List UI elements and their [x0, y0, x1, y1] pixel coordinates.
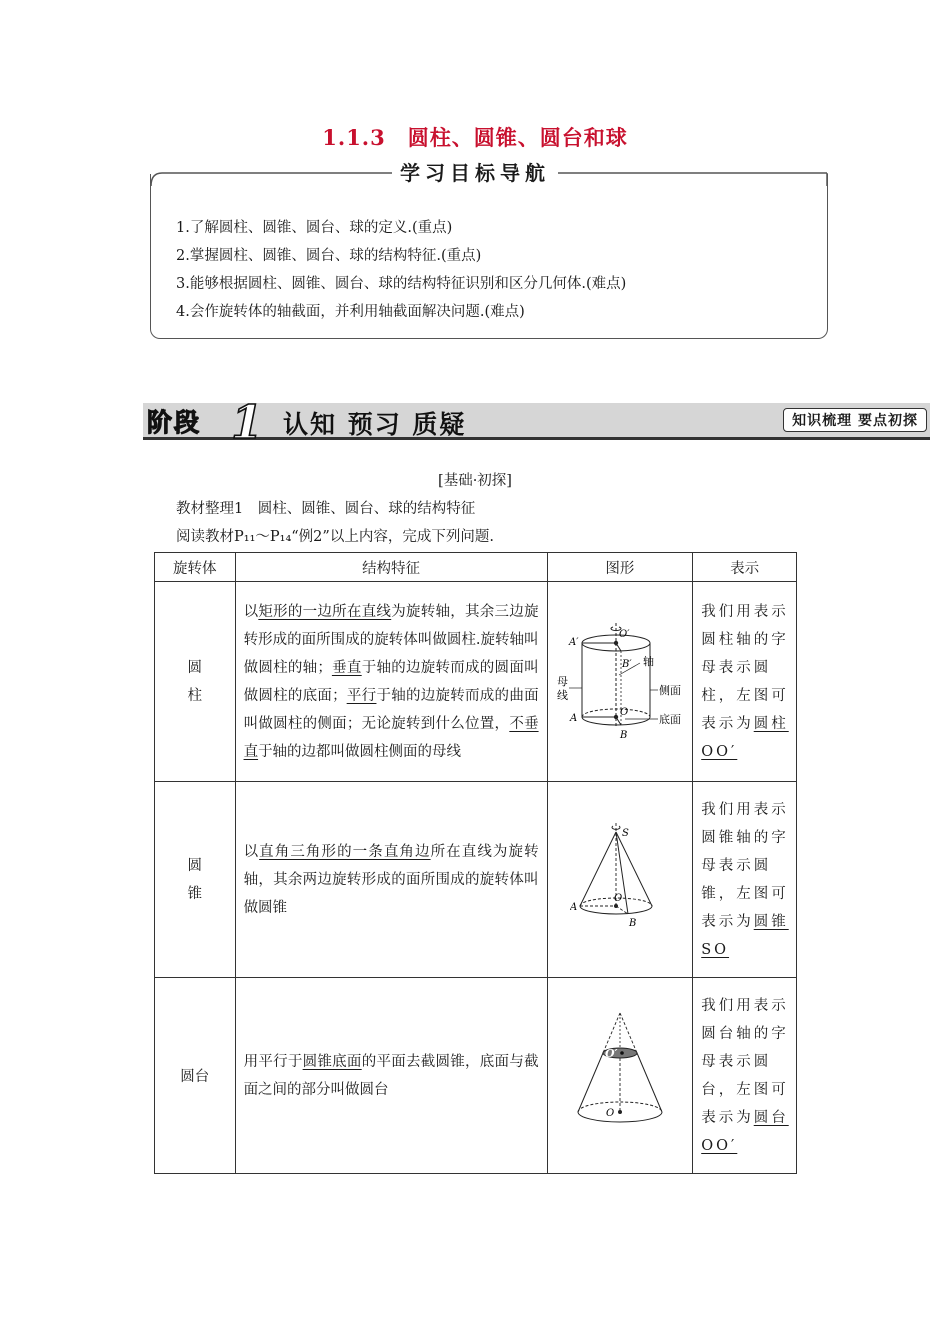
svg-text:轴: 轴 — [642, 654, 654, 668]
svg-text:母: 母 — [556, 674, 568, 688]
svg-text:O: O — [613, 892, 623, 904]
svg-text:S: S — [621, 827, 629, 839]
svg-text:O: O — [619, 706, 629, 718]
svg-text:O′: O′ — [618, 628, 630, 640]
goal-item: 3.能够根据圆柱、圆锥、圆台、球的结构特征识别和区分几何体.(难点) — [176, 276, 627, 292]
reading-instruction: 阅读教材P₁₁～P₁₄“例2”以上内容，完成下列问题. — [176, 529, 494, 545]
page-title: 1.1.3 圆柱、圆锥、圆台和球 — [322, 125, 628, 150]
cylinder-figure-cell — [547, 582, 693, 782]
cone-representation: 我们用表示圆锥轴的字母表示圆锥，左图可表示为圆锥SO — [693, 782, 797, 978]
table-row — [155, 582, 797, 782]
row-name-cone: 圆 锥 — [155, 782, 236, 978]
svg-text:线: 线 — [556, 688, 568, 702]
svg-text:B: B — [619, 729, 628, 741]
solids-table — [154, 552, 797, 1174]
goal-item: 2.掌握圆柱、圆锥、圆台、球的结构特征.(重点) — [176, 248, 482, 264]
cone-figure — [570, 818, 670, 938]
header-cell: 表示 — [693, 553, 797, 582]
goals-heading: 学习目标导航 — [392, 157, 558, 186]
goal-item: 1.了解圆柱、圆锥、圆台、球的定义.(重点) — [176, 220, 453, 236]
cylinder-figure — [555, 615, 685, 745]
goal-item: 4.会作旋转体的轴截面，并利用轴截面解决问题.(难点) — [176, 304, 525, 320]
cone-figure-cell — [547, 782, 693, 978]
stage-label: 阶段 — [147, 408, 202, 437]
svg-text:侧面: 侧面 — [658, 683, 681, 697]
frustum-representation: 我们用表示圆台轴的字母表示圆台，左图可表示为圆台OO′ — [693, 978, 797, 1174]
stage-number: 1 — [231, 395, 264, 449]
goals-list — [176, 214, 626, 326]
svg-text:底面: 底面 — [658, 712, 681, 726]
svg-text:A: A — [569, 901, 578, 913]
svg-text:B′: B′ — [621, 658, 632, 670]
svg-text:A: A — [569, 712, 578, 724]
table-row — [155, 782, 797, 978]
cone-description: 以直角三角形的一条直角边所在直线为旋转轴，其余两边旋转形成的面所围成的旋转体叫做圆锥 — [235, 782, 547, 978]
section-label: [基础·初探] — [438, 473, 512, 489]
svg-text:O: O — [605, 1107, 615, 1119]
stage-tag: 知识梳理 要点初探 — [783, 408, 927, 432]
cylinder-representation: 我们用表示圆柱轴的字母表示圆柱，左图可表示为圆柱OO′ — [693, 582, 797, 782]
row-name-cylinder: 圆 柱 — [155, 582, 236, 782]
section-heading: 教材整理1 圆柱、圆锥、圆台、球的结构特征 — [176, 501, 476, 517]
svg-text:O′: O′ — [604, 1046, 618, 1060]
stage-banner — [143, 395, 930, 449]
svg-text:B: B — [628, 917, 637, 929]
row-name-frustum: 圆台 — [155, 978, 236, 1174]
cylinder-description: 以矩形的一边所在直线为旋转轴，其余三边旋转形成的面所围成的旋转体叫做圆柱.旋转轴叫做圆柱的轴；垂直于轴的边旋转而成的圆面叫做圆柱的底面；平行于轴的边旋转而成的曲面叫做圆柱的侧面；无论旋转到什么位置，不垂直于轴的边都叫做圆柱侧面的母线 — [235, 582, 547, 782]
header-cell: 图形 — [547, 553, 693, 582]
svg-text:A′: A′ — [568, 636, 579, 648]
stage-title: 认知 预习 质疑 — [283, 410, 467, 439]
frustum-description: 用平行于圆锥底面的平面去截圆锥，底面与截面之间的部分叫做圆台 — [235, 978, 547, 1174]
frustum-figure — [570, 1009, 670, 1139]
header-cell: 结构特征 — [235, 553, 547, 582]
frustum-figure-cell — [547, 978, 693, 1174]
header-cell: 旋转体 — [155, 553, 236, 582]
table-row — [155, 978, 797, 1174]
table-header-row — [155, 553, 797, 582]
